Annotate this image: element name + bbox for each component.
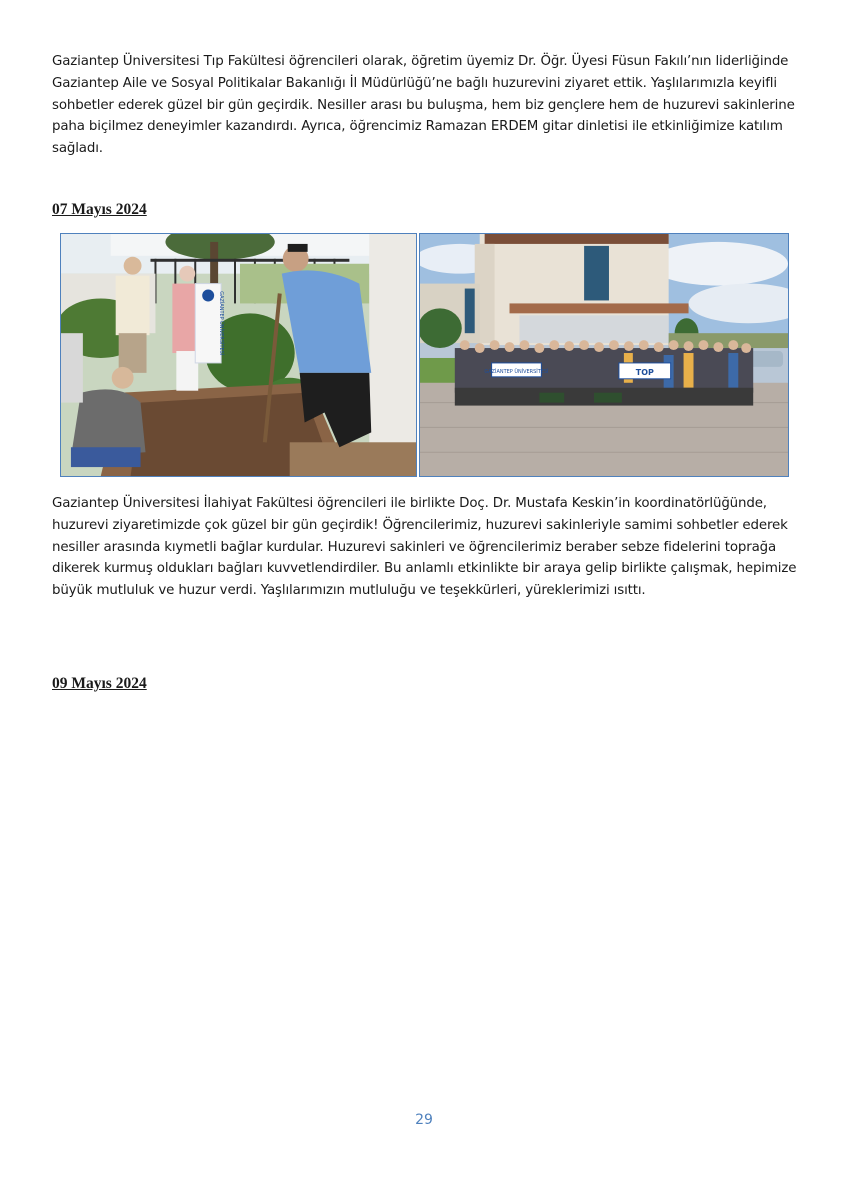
section-date-heading: 09 Mayıs 2024 [52, 675, 147, 692]
banner-right-text: TOP [635, 367, 654, 377]
text-line: nesiller arasında kıymetli bağlar kurdular. Huzurevi sakinleri ve öğrencilerimiz beraber sebze fidelerini toprağa [52, 539, 777, 555]
page-number: 29 [415, 1112, 433, 1128]
banner-left-text: GAZİANTEP ÜNİVERSİTESİ [484, 368, 549, 375]
text-line: sohbetler ederek güzel bir gün geçirdik. Nesiller arası bu buluşma, hem biz gençlere hem de huzurevi sakinlerine [52, 97, 795, 113]
banner-logo-text: GAZİANTEP ÜNİVERSİTESİ [218, 291, 225, 356]
garden-planting-photo [60, 233, 417, 477]
text-line: huzurevi ziyaretimizde çok güzel bir gün geçirdik! Öğrencilerimiz, huzurevi sakinleriyle samimi sohbetler ederek [52, 517, 788, 533]
text-line: paha biçilmez deneyimler kazandırdı. Ayrıca, öğrencimiz Ramazan ERDEM gitar dinletisi ile etkinliğimize katılım [52, 119, 783, 135]
intro-paragraph [52, 51, 804, 160]
group-photo [419, 233, 789, 477]
text-line: Gaziantep Aile ve Sosyal Politikalar Bakanlığı İl Müdürlüğü’ne bağlı huzurevini ziyaret ettik. Yaşlılarımızla keyifli [52, 75, 777, 91]
text-line: Gaziantep Üniversitesi Tıp Fakültesi öğrencileri olarak, öğretim üyemiz Dr. Öğr. Üyesi Füsun Fakılı’nın liderliğinde [52, 54, 789, 69]
section-paragraph [52, 493, 804, 602]
text-line: Gaziantep Üniversitesi İlahiyat Fakültesi öğrencileri ile birlikte Doç. Dr. Mustafa Keskin’in koordinatörlüğünde, [52, 496, 767, 511]
text-line: dikerek kurmuş oldukları bağları kuvvetlendirdiler. Bu anlamlı etkinlikte bir araya gelip birlikte çalışmak, hepimize [52, 561, 797, 577]
text-line: büyük mutluluk ve huzur verdi. Yaşlılarımızın mutluluğu ve teşekkürleri, yüreklerimizi ısıttı. [52, 583, 646, 599]
section-date-heading: 07 Mayıs 2024 [52, 201, 147, 218]
text-line: sağladı. [52, 141, 103, 157]
